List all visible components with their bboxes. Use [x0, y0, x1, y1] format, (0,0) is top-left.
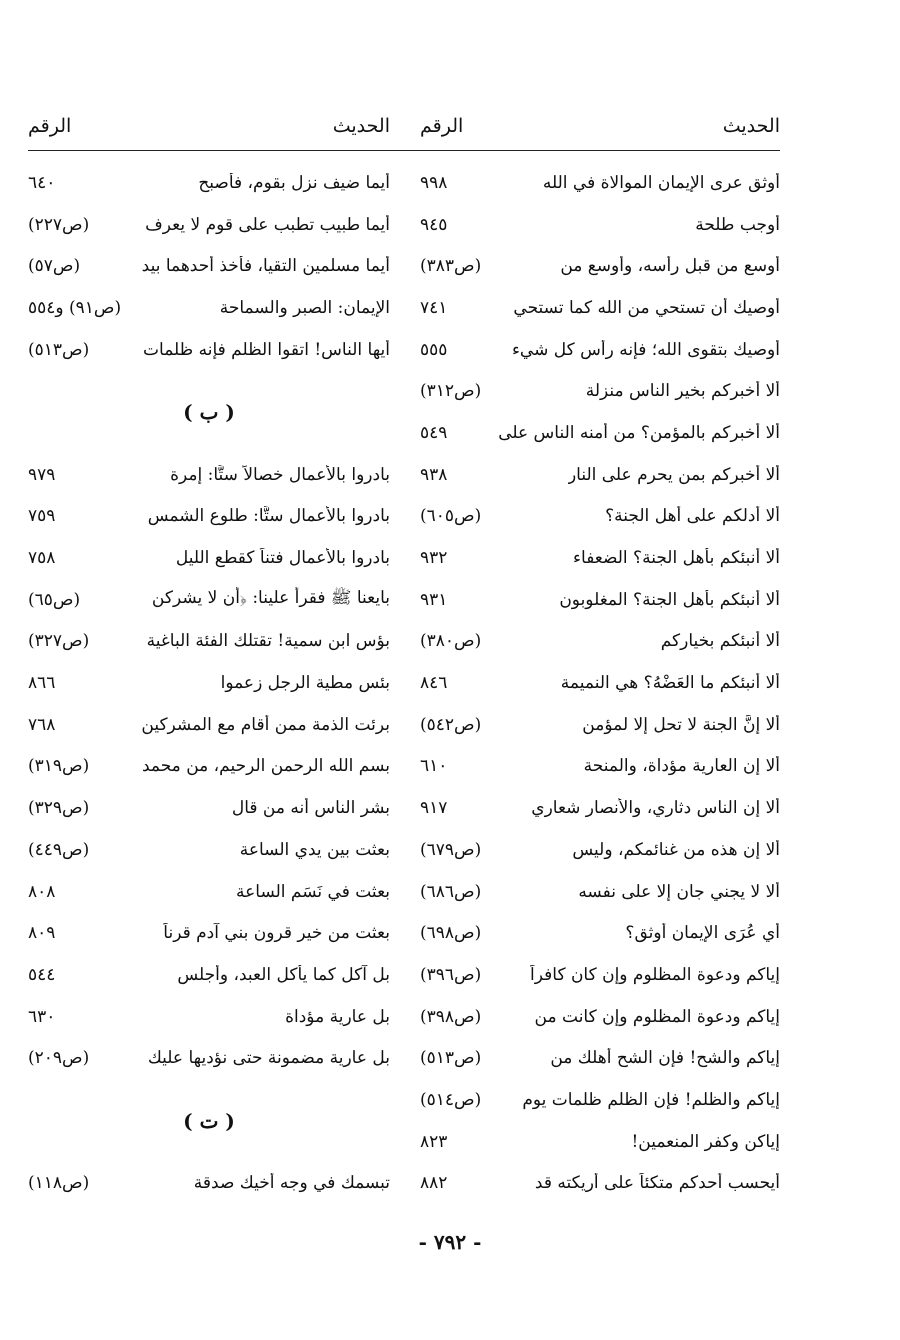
hadith-number: (ص٤٤٩): [28, 839, 90, 860]
index-entry: [420, 954, 780, 996]
index-entry: [420, 162, 780, 204]
hadith-number: ٩٣٨: [420, 464, 448, 485]
hadith-number: (ص٣٢٩): [28, 798, 90, 819]
index-entry: [28, 454, 390, 496]
hadith-text: بؤس ابن سمية! تقتلك الفئة الباغية: [146, 631, 390, 652]
hadith-text: ألا أخبركم بالمؤمن؟ من أمنه الناس على: [498, 422, 780, 443]
index-entry: [420, 912, 780, 954]
index-entry: [28, 746, 390, 788]
hadith-number: (ص٥١٣): [28, 339, 90, 360]
hadith-text: بعثت من خير قرون بني آدم قرناً: [163, 923, 390, 944]
hadith-text: برئت الذمة ممن أقام مع المشركين: [141, 714, 390, 735]
hadith-number: (ص٥١٣): [420, 1048, 482, 1069]
hadith-text: بادروا بالأعمال فتناً كقطع الليل: [175, 548, 390, 569]
hadith-text: أوصيك أن تستحي من الله كما تستحي: [513, 297, 780, 318]
hadith-text: أيما مسلمين التقيا، فأخذ أحدهما بيد: [141, 256, 390, 277]
index-entry: [28, 287, 390, 329]
hadith-number: ٩٤٥: [420, 214, 448, 235]
hadith-number: (ص٦٠٥): [420, 506, 482, 527]
index-entry: [420, 579, 780, 621]
hadith-text: أوصيك بتقوى الله؛ فإنه رأس كل شيء: [511, 339, 780, 360]
header-divider: [28, 150, 780, 151]
index-entry: [28, 954, 390, 996]
index-entry: [28, 1163, 390, 1205]
index-entry: [420, 787, 780, 829]
index-entry: [28, 871, 390, 913]
hadith-text: ألا أنبئكم ما العَضْهُ؟ هي النميمة: [560, 673, 780, 694]
hadith-number: (ص٦٩٨): [420, 923, 482, 944]
hadith-text: ألا إن الناس دثاري، والأنصار شعاري: [531, 798, 780, 819]
index-entry: [420, 704, 780, 746]
hadith-text: الإيمان: الصبر والسماحة: [219, 297, 390, 318]
hadith-text: إياكم ودعوة المظلوم وإن كان كافراً: [530, 964, 780, 985]
index-entry: [28, 912, 390, 954]
hadith-number: (ص٣٢٧): [28, 631, 90, 652]
hadith-text: بادروا بالأعمال ستًّا: طلوع الشمس: [147, 506, 390, 527]
index-entry: [28, 662, 390, 704]
hadith-number: ٨٨٢: [420, 1173, 448, 1194]
hadith-number: (ص٩١) و٥٥٤: [28, 297, 122, 318]
hadith-number: ٥٤٩: [420, 422, 448, 443]
index-entry: [28, 996, 390, 1038]
index-entry: [28, 621, 390, 663]
hadith-number: ٨٦٦: [28, 673, 56, 694]
index-entry: [28, 537, 390, 579]
left-index-column: [28, 162, 390, 1204]
hadith-text: ألا أخبركم بخير الناس منزلة: [585, 381, 780, 402]
hadith-number: (ص٦٥): [28, 589, 81, 610]
index-entry: [420, 496, 780, 538]
hadith-number: (ص٦٧٩): [420, 839, 482, 860]
hadith-text: أي عُرَى الإيمان أوثق؟: [625, 923, 780, 944]
hadith-text: بل عارية مضمونة حتى نؤديها عليك: [147, 1048, 390, 1069]
hadith-number: (ص٥٤٢): [420, 714, 482, 735]
index-entry: [28, 1037, 390, 1079]
hadith-number: ٨٢٣: [420, 1131, 448, 1152]
hadith-text: تبسمك في وجه أخيك صدقة: [193, 1173, 390, 1194]
index-entry: [420, 1163, 780, 1205]
hadith-number: (ص٣٩٦): [420, 964, 482, 985]
number-column-heading: الرقم: [28, 115, 72, 137]
hadith-number: (ص٢٢٧): [28, 214, 90, 235]
hadith-text: ألا أنبئكم بأهل الجنة؟ المغلوبون: [559, 589, 780, 610]
hadith-text: بعثت بين يدي الساعة: [239, 839, 390, 860]
index-entry: [420, 287, 780, 329]
hadith-text: ألا أنبئكم بأهل الجنة؟ الضعفاء: [573, 548, 780, 569]
index-entry: [420, 1037, 780, 1079]
hadith-text: ألا لا يجني جان إلا على نفسه: [578, 881, 780, 902]
hadith-number: ٦٤٠: [28, 172, 56, 193]
page-number: - ٧٩٢ -: [418, 1230, 482, 1254]
index-entry: [420, 1079, 780, 1121]
index-entry: [28, 579, 390, 621]
index-entry: [28, 704, 390, 746]
hadith-text: بايعنا ﷺ فقرأ علينا: ﴿أن لا يشركن: [151, 588, 390, 609]
hadith-number: ٨٠٩: [28, 923, 56, 944]
section-heading: ( ب ): [183, 400, 235, 425]
hadith-column-heading: الحديث: [332, 115, 390, 137]
left-column-header: [28, 108, 390, 144]
hadith-number: ٧٥٨: [28, 548, 56, 569]
index-entry: [420, 746, 780, 788]
hadith-text: بشر الناس أنه من قال: [231, 798, 390, 819]
hadith-number: ٦٣٠: [28, 1006, 56, 1027]
hadith-text: أيها الناس! اتقوا الظلم فإنه ظلمات: [143, 339, 390, 360]
hadith-text: بادروا بالأعمال خصالاً ستًّا: إمرة: [170, 464, 390, 485]
hadith-number: (ص٣٨٣): [420, 256, 482, 277]
hadith-number: (ص٦٨٦): [420, 881, 482, 902]
hadith-number: ٧٤١: [420, 297, 448, 318]
hadith-text: أيحسب أحدكم متكئاً على أريكته قد: [534, 1173, 780, 1194]
hadith-number: (ص٣٩٨): [420, 1006, 482, 1027]
hadith-number: (ص٢٠٩): [28, 1048, 90, 1069]
right-index-column: [420, 162, 780, 1204]
index-entry: [420, 829, 780, 871]
index-entry: [28, 162, 390, 204]
index-entry: [420, 537, 780, 579]
index-entry: [420, 370, 780, 412]
hadith-text: ألا أدلكم على أهل الجنة؟: [605, 506, 780, 527]
hadith-number: ٧٥٩: [28, 506, 56, 527]
index-entry: [28, 329, 390, 371]
index-entry: [420, 996, 780, 1038]
hadith-number: ٩٣٢: [420, 548, 448, 569]
hadith-text: أوثق عرى الإيمان الموالاة في الله: [542, 172, 780, 193]
hadith-number: (ص٥١٤): [420, 1089, 482, 1110]
hadith-text: ألا أنبئكم بخياركم: [660, 631, 780, 652]
hadith-number: (ص٥٧): [28, 256, 81, 277]
index-entry: [28, 829, 390, 871]
hadith-number: ٨٠٨: [28, 881, 56, 902]
hadith-number: (ص٣١٢): [420, 381, 482, 402]
section-heading: ( ت ): [183, 1108, 235, 1133]
hadith-text: بعثت في نَسَم الساعة: [236, 881, 390, 902]
hadith-text: إياكم ودعوة المظلوم وإن كانت من: [534, 1006, 780, 1027]
number-column-heading: الرقم: [420, 115, 464, 137]
hadith-text: إياكم والظلم! فإن الظلم ظلمات يوم: [522, 1089, 780, 1110]
hadith-text: ألا إن هذه من غنائمكم، وليس: [572, 839, 780, 860]
index-entry: [420, 454, 780, 496]
index-entry: [420, 871, 780, 913]
index-entry: [420, 412, 780, 454]
hadith-text: ألا إنَّ الجنة لا تحل إلا لمؤمن: [582, 714, 780, 735]
hadith-number: ٧٦٨: [28, 714, 56, 735]
index-entry: [420, 245, 780, 287]
hadith-number: ٩١٧: [420, 798, 448, 819]
hadith-text: أوسع من قبل رأسه، وأوسع من: [560, 256, 780, 277]
hadith-number: (ص٣٨٠): [420, 631, 482, 652]
hadith-text: أوجب طلحة: [695, 214, 780, 235]
hadith-number: ٩٧٩: [28, 464, 56, 485]
hadith-number: ٥٥٥: [420, 339, 448, 360]
index-entry: [28, 496, 390, 538]
index-entry: [28, 204, 390, 246]
index-entry: [420, 662, 780, 704]
hadith-number: (ص٣١٩): [28, 756, 90, 777]
index-entry: [420, 1121, 780, 1163]
hadith-text: ألا إن العارية مؤداة، والمنحة: [583, 756, 780, 777]
index-entry: [420, 204, 780, 246]
index-entry: [28, 787, 390, 829]
hadith-number: ٩٣١: [420, 589, 448, 610]
hadith-text: أيما ضيف نزل بقوم، فأصبح: [198, 172, 390, 193]
hadith-text: ألا أخبركم بمن يحرم على النار: [567, 464, 780, 485]
hadith-text: بل آكل كما يأكل العبد، وأجلس: [177, 964, 390, 985]
right-column-header: [420, 108, 780, 144]
index-entry: [28, 245, 390, 287]
hadith-number: ٥٤٤: [28, 964, 56, 985]
hadith-number: ٩٩٨: [420, 172, 448, 193]
hadith-number: ٦١٠: [420, 756, 448, 777]
index-entry: [420, 621, 780, 663]
hadith-column-heading: الحديث: [722, 115, 780, 137]
hadith-text: بل عارية مؤداة: [285, 1006, 390, 1027]
hadith-text: بئس مطية الرجل زعموا: [220, 673, 390, 694]
hadith-number: ٨٤٦: [420, 673, 448, 694]
hadith-text: أيما طبيب تطبب على قوم لا يعرف: [145, 214, 390, 235]
hadith-text: إياكن وكفر المنعمين!: [631, 1131, 780, 1152]
hadith-number: (ص١١٨): [28, 1173, 90, 1194]
index-entry: [420, 329, 780, 371]
hadith-text: إياكم والشح! فإن الشح أهلك من: [550, 1048, 780, 1069]
hadith-text: بسم الله الرحمن الرحيم، من محمد: [141, 756, 390, 777]
